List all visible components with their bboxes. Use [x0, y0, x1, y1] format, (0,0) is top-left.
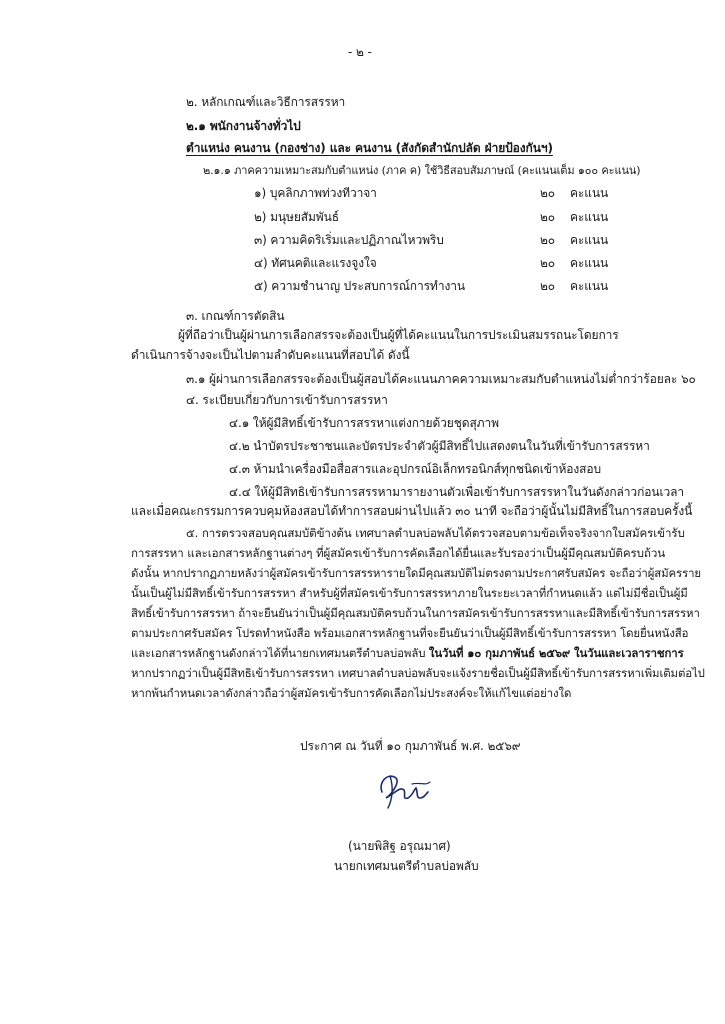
- criterion-unit: คะแนน: [570, 279, 609, 293]
- rule-item: ๔.๔ ให้ผู้มีสิทธิเข้ารับการสรรหามารายงานตัวเพื่อเข้ารับการสรรหาในวันดังกล่าวก่อนเวลา: [229, 485, 684, 499]
- signer-title: นายกเทศมนตรีตำบลบ่อพลับ: [334, 859, 479, 873]
- announcement-date: ประกาศ ณ วันที่ ๑๐ กุมภาพันธ์ พ.ศ. ๒๕๖๙: [300, 739, 521, 753]
- section-5-line: การสรรหา และเอกสารหลักฐานต่างๆ ที่ผู้สมัครเข้ารับการคัดเลือกได้ยื่นและรับรองว่าเป็นผู้มีคุณสมบัติครบถ้วน: [131, 546, 666, 560]
- section-5-line: ดังนั้น หากปรากฏภายหลังว่าผู้สมัครเข้ารับการสรรหารายใดมีคุณสมบัติไม่ตรงตามประกาศรับสมัคร จะถือว่าผู้สมัครราย: [131, 566, 701, 580]
- section-4-heading: ๔. ระเบียบเกี่ยวกับการเข้ารับการสรรหา: [186, 393, 388, 407]
- criterion-score: ๒๐: [540, 256, 556, 270]
- section-5-line-text: และเอกสารหลักฐานดังกล่าวได้ที่นายกเทศมนตรีตำบลบ่อพลับ: [131, 646, 426, 660]
- section-5-line: [131, 645, 684, 661]
- criterion-unit: คะแนน: [570, 210, 609, 224]
- section-5-line: ตามประกาศรับสมัคร โปรดทำหนังสือ พร้อมเอกสารหลักฐานที่จะยืนยันว่าเป็นผู้มีสิทธิ์เข้ารับการสรรหา โดยยื่นหนังสือ: [131, 626, 689, 640]
- section-5-line: สิทธิ์เข้ารับการสรรหา ถ้าจะยืนยันว่าเป็นผู้มีคุณสมบัติครบถ้วนในการสมัครเข้ารับการสรรหาและมีสิทธิ์เข้ารับการสรรหา: [131, 606, 700, 620]
- section-3-1: ๓.๑ ผู้ผ่านการเลือกสรรจะต้องเป็นผู้สอบได้คะแนนภาคความเหมาะสมกับตำแหน่งไม่ต่ำกว่าร้อยละ ๖๐: [186, 372, 696, 386]
- section-2-1-heading: ๒.๑ พนักงานจ้างทั่วไป: [186, 119, 301, 133]
- criterion-unit: คะแนน: [570, 186, 609, 200]
- criterion-unit: คะแนน: [570, 233, 609, 247]
- section-5-line: ๕. การตรวจสอบคุณสมบัติข้างต้น เทศบาลตำบลบ่อพลับได้ตรวจสอบตามข้อเท็จจริงจากใบสมัครเข้ารับ: [186, 526, 685, 540]
- criterion-score: ๒๐: [540, 210, 556, 224]
- position-heading: ตำแหน่ง คนงาน (กองช่าง) และ คนงาน (สังกัดสำนักปลัด ฝ่ายป้องกันฯ): [186, 141, 553, 155]
- section-2-heading: ๒. หลักเกณฑ์และวิธีการสรรหา: [186, 95, 346, 109]
- signer-name: (นายพิสิฐ อรุณมาศ): [348, 839, 451, 853]
- criterion-label: ๕) ความชำนาญ ประสบการณ์การทำงาน: [254, 279, 465, 293]
- criterion-score: ๒๐: [540, 186, 556, 200]
- section-5-line: นั้นเป็นผู้ไม่มีสิทธิ์เข้ารับการสรรหา สำหรับผู้ที่สมัครเข้ารับการสรรหาภายในระยะเวลาที่กำหนดแล้ว แต่ไม่มีชื่อเป็นผู้มี: [131, 586, 688, 600]
- rule-item-continuation: และเมื่อคณะกรรมการควบคุมห้องสอบได้ทำการสอบผ่านไปแล้ว ๓๐ นาที จะถือว่าผู้นั้นไม่มีสิทธิ์ในการสอบครั้งนี้: [131, 504, 693, 518]
- criterion-label: ๓) ความคิดริเริ่มและปฏิภาณไหวพริบ: [254, 233, 444, 247]
- criterion-score: ๒๐: [540, 279, 556, 293]
- section-3-paragraph: ผู้ที่ถือว่าเป็นผู้ผ่านการเลือกสรรจะต้องเป็นผู้ที่ได้คะแนนในการประเมินสมรรถนะโดยการ: [178, 328, 619, 342]
- rule-item: ๔.๑ ให้ผู้มีสิทธิ์เข้ารับการสรรหาแต่งกายด้วยชุดสุภาพ: [229, 416, 499, 430]
- rule-item: ๔.๒ นำบัตรประชาชนและบัตรประจำตัวผู้มีสิทธิ์ไปแสดงตนในวันที่เข้ารับการสรรหา: [229, 439, 650, 453]
- section-3-paragraph: ดำเนินการจ้างจะเป็นไปตามลำดับคะแนนที่สอบได้ ดังนี้: [131, 348, 410, 362]
- criteria-heading: ๒.๑.๑ ภาคความเหมาะสมกับตำแหน่ง (ภาค ค) ใช้วิธีสอบสัมภาษณ์ (คะแนนเต็ม ๑๐๐ คะแนน): [203, 164, 641, 177]
- signature-image: [368, 764, 438, 818]
- submission-date-highlight: ในวันที่ ๑๐ กุมภาพันธ์ ๒๕๖๙ ในวันและเวลาราชการ: [428, 646, 684, 660]
- page-number: - ๒ -: [348, 45, 372, 59]
- section-3-heading: ๓. เกณฑ์การตัดสิน: [186, 309, 285, 323]
- rule-item: ๔.๓ ห้ามนำเครื่องมือสื่อสารและอุปกรณ์อิเล็กทรอนิกส์ทุกชนิดเข้าห้องสอบ: [229, 462, 601, 476]
- criterion-score: ๒๐: [540, 233, 556, 247]
- criterion-unit: คะแนน: [570, 256, 609, 270]
- criterion-label: ๔) ทัศนคติและแรงจูงใจ: [254, 256, 377, 270]
- section-5-line: หากพ้นกำหนดเวลาดังกล่าวถือว่าผู้สมัครเข้ารับการคัดเลือกไม่ประสงค์จะให้แก้ไขแต่อย่างใด: [131, 686, 572, 700]
- section-5-line: หากปรากฏว่าเป็นผู้มีสิทธิเข้ารับการสรรหา เทศบาลตำบลบ่อพลับจะแจ้งรายชื่อเป็นผู้มีสิทธิ์เข้ารับการสรรหาเพิ่มเติมต่อไป: [131, 666, 705, 680]
- criterion-label: ๒) มนุษยสัมพันธ์: [254, 210, 339, 224]
- criterion-label: ๑) บุคลิกภาพท่วงทีวาจา: [254, 186, 377, 200]
